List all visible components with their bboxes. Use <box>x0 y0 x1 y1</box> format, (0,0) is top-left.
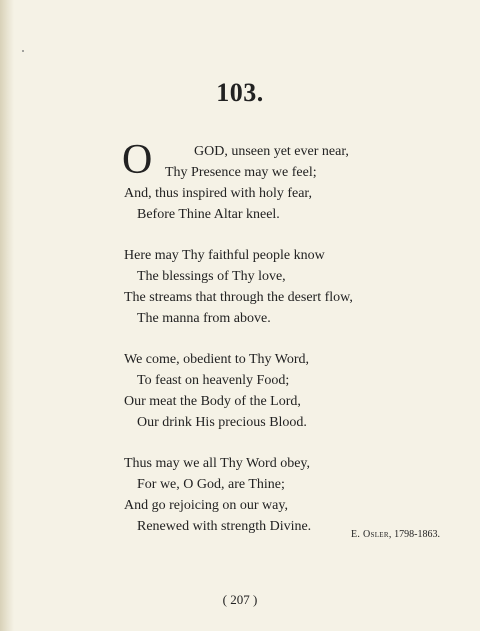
stanza-line: The blessings of Thy love, <box>137 269 286 284</box>
drop-cap: O <box>122 137 153 183</box>
stanza-line: Thy Presence may we feel; <box>165 165 317 180</box>
stanza-line: And, thus inspired with holy fear, <box>124 186 313 201</box>
stanza-line: Before Thine Altar kneel. <box>137 207 280 222</box>
stanza-line: For we, O God, are Thine; <box>137 477 285 492</box>
stanza-2 <box>124 245 454 329</box>
stanza-line: Our drink His precious Blood. <box>137 415 307 430</box>
author-dates: 1798-1863. <box>394 529 440 540</box>
stanza-1 <box>122 137 454 225</box>
stanza-line: Thus may we all Thy Word obey, <box>124 456 311 471</box>
stanza-line: The manna from above. <box>137 311 271 326</box>
paper-speck <box>22 50 24 52</box>
stanza-line: Our meat the Body of the Lord, <box>124 394 301 409</box>
stanza-4 <box>124 453 454 537</box>
hymn-text <box>122 137 454 557</box>
stanza-line: And go rejoicing on our way, <box>124 498 288 513</box>
author-name: E. Osler, <box>351 529 392 540</box>
stanza-3 <box>124 349 454 433</box>
stanza-line: Here may Thy faithful people know <box>124 248 325 263</box>
hymn-number: 103. <box>216 78 264 107</box>
stanza-line: To feast on heavenly Food; <box>137 373 290 388</box>
stanza-line: We come, obedient to Thy Word, <box>124 352 310 367</box>
line-text: GOD, unseen yet ever near, <box>194 144 349 159</box>
page-number: ( 207 ) <box>222 592 258 607</box>
author-attribution <box>351 529 440 540</box>
stanza-line: Renewed with strength Divine. <box>137 519 312 534</box>
stanza-line: The streams that through the desert flow, <box>124 290 353 305</box>
